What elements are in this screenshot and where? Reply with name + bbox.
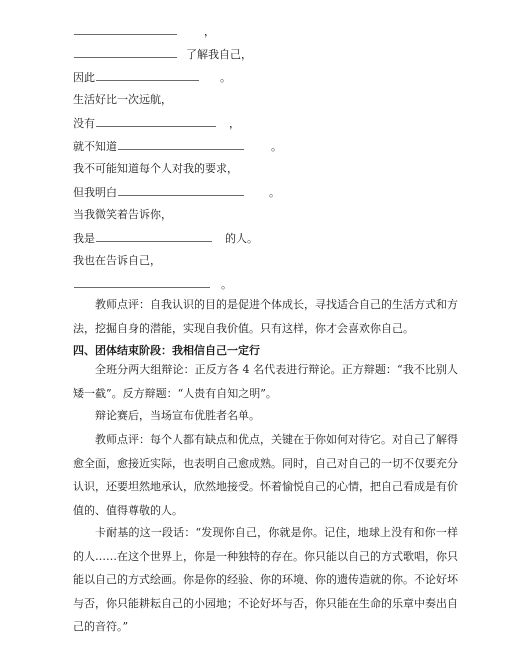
debate-intro: 全班分两大组辩论：正反方各 4 名代表进行辩论。正方辩题：“我不比别人矮一截”。反方辩题：“人贵有自知之明”。 xyxy=(73,363,458,400)
poem-line-8 xyxy=(73,185,280,200)
poem-line-8-punct: 。 xyxy=(269,186,280,199)
poem-line-9: 当我微笑着告诉你， xyxy=(73,208,172,221)
poem-line-8-text: 但我明白 xyxy=(73,186,117,199)
fill-blank-2[interactable] xyxy=(74,47,177,58)
poem-line-7: 我不可能知道每个人对我的要求， xyxy=(73,162,238,175)
section-heading: 四、团体结束阶段：我相信自己一定行 xyxy=(73,344,260,357)
poem-line-3 xyxy=(73,70,231,85)
fill-blank-6[interactable] xyxy=(118,185,244,196)
poem-line-3-text: 因此 xyxy=(73,71,95,84)
poem-line-6-punct: 。 xyxy=(271,140,282,153)
poem-line-12 xyxy=(73,277,232,292)
poem-line-1-punct: ， xyxy=(204,25,215,38)
poem-line-10 xyxy=(73,231,258,246)
fill-blank-3[interactable] xyxy=(96,70,199,81)
poem-line-6-text: 就不知道 xyxy=(73,140,117,153)
poem-line-5 xyxy=(73,116,240,131)
poem-line-2-text: 了解我自己， xyxy=(186,48,252,61)
poem-line-5-text: 没有 xyxy=(73,117,95,130)
poem-line-10-text: 我是 xyxy=(73,232,95,245)
poem-line-5-punct: ， xyxy=(229,117,240,130)
poem-line-4: 生活好比一次远航， xyxy=(73,93,172,106)
poem-line-6 xyxy=(73,139,282,154)
teacher-comment-2: 教师点评：每个人都有缺点和优点，关键在于你如何对待它。对自己了解得愈全面，愈接近实际，也表明自己愈成熟。同时，自己对自己的一切不仅要充分认识，还要坦然地承认，欣然地接受。怀着愉悦自己的心情，把自己看成是有价值的、值得尊敬的人。 xyxy=(73,433,458,517)
fill-blank-8[interactable] xyxy=(74,277,210,288)
poem-line-1 xyxy=(73,24,215,39)
poem-line-10-text-end: 的人。 xyxy=(225,232,258,245)
poem-line-3-punct: 。 xyxy=(220,71,231,84)
fill-blank-4[interactable] xyxy=(96,116,216,127)
carnegie-quote: 卡耐基的这一段话：“发现你自己，你就是你。记住，地球上没有和你一样的人……在这个世界上，你是一种独特的存在。你只能以自己的方式歌唱，你只能以自己的方式绘画。你是你的经验、你的环境、你的遗传造就的你。不论好坏与否，你只能耕耘自己的小园地；不论好坏与否，你只能在生命的乐章中奏出自己的音符。” xyxy=(73,526,458,633)
teacher-comment-1: 教师点评：自我认识的目的是促进个体成长，寻找适合自己的生活方式和方法，挖掘自身的潜能，实现自我价值。只有这样，你才会喜欢你自己。 xyxy=(73,298,458,335)
poem-line-11: 我也在告诉自己， xyxy=(73,254,161,267)
fill-blank-1[interactable] xyxy=(74,24,177,35)
poem-line-2 xyxy=(73,47,252,62)
fill-blank-7[interactable] xyxy=(96,231,212,242)
poem-line-12-punct: 。 xyxy=(221,278,232,291)
fill-blank-5[interactable] xyxy=(118,139,244,150)
debate-result: 辩论赛后，当场宣布优胜者名单。 xyxy=(95,409,260,422)
